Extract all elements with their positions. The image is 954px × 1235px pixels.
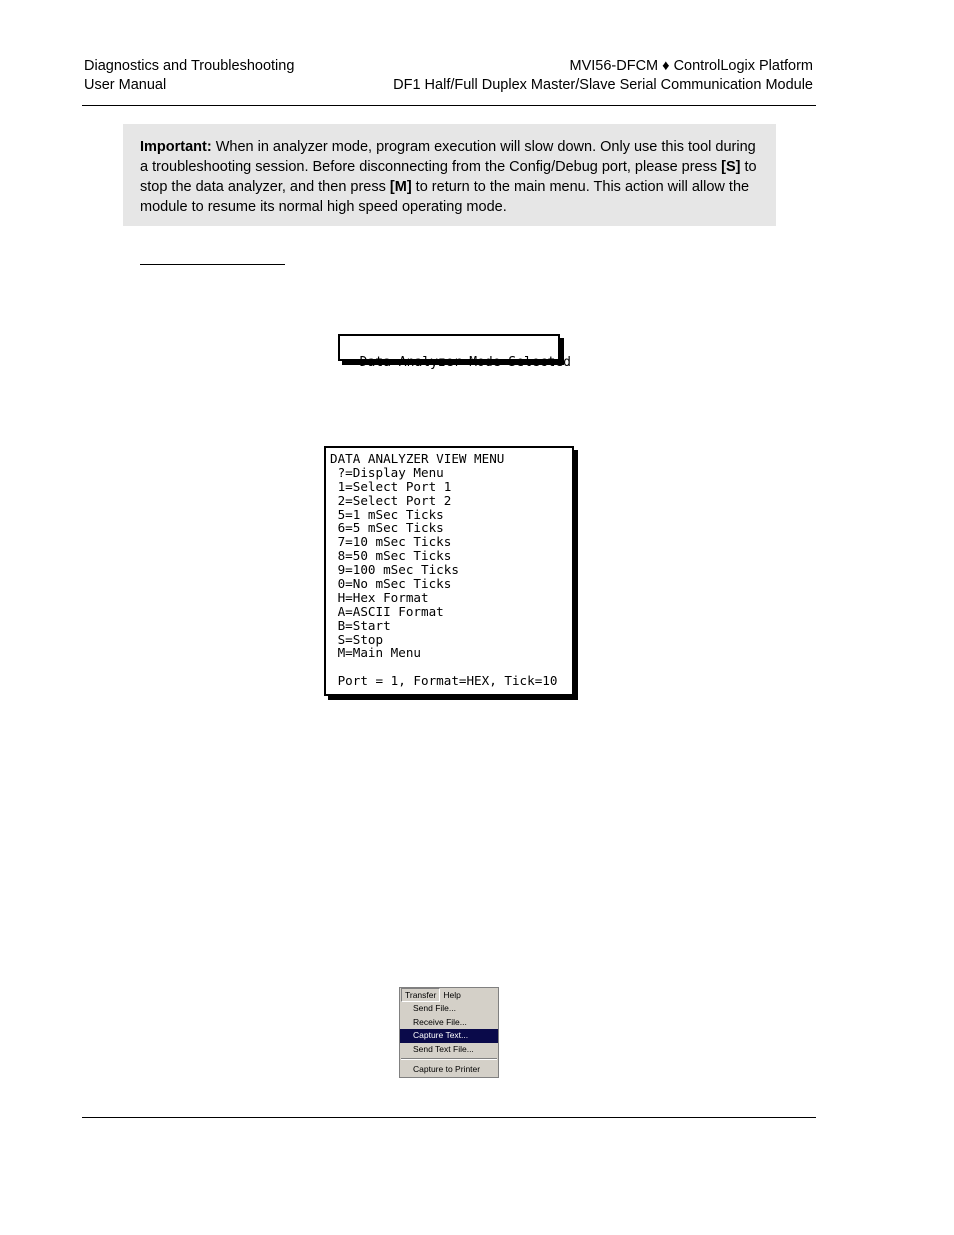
terminal-analyzer-menu-screenshot (324, 446, 574, 696)
note-text-2: to stop the data analyzer, and then press (140, 159, 757, 195)
footer-divider (82, 1117, 816, 1118)
terminal-menu-line: 7=10 mSec Ticks (330, 534, 452, 550)
terminal-menu-line: ?=Display Menu (330, 464, 444, 480)
important-note (123, 124, 776, 226)
header-doc-type: User Manual (84, 77, 167, 93)
terminal-menu-line: 0=No mSec Ticks (330, 576, 452, 592)
terminal-menu-line: 5=1 mSec Ticks (330, 506, 444, 522)
note-text-1: When in analyzer mode, program execution will slow down. Only use this tool during a troubleshooting session. Before disconnecting from the Config/Debug port, please press (140, 139, 756, 175)
terminal-menu-line: 2=Select Port 2 (330, 492, 452, 508)
hyperterminal-transfer-menu-screenshot (399, 987, 499, 1078)
header-right (393, 57, 813, 95)
note-text-3: to return to the main menu. This action will allow the module to resume its normal high speed operating mode. (140, 179, 750, 215)
header-divider (82, 105, 816, 106)
note-key-s: [S] (721, 159, 741, 175)
terminal-menu-line: 1=Select Port 1 (330, 478, 452, 494)
terminal-menu-line: A=ASCII Format (330, 603, 444, 619)
section-heading-rule (140, 264, 285, 265)
terminal-menu-line: Port = 1, Format=HEX, Tick=10 (330, 673, 558, 689)
note-key-m: [M] (389, 179, 412, 195)
transfer-dropdown (400, 1002, 498, 1077)
terminal-menu-line: DATA ANALYZER VIEW MENU (330, 451, 505, 466)
terminal-menu-line: M=Main Menu (330, 645, 421, 661)
terminal-menu-line: B=Start (330, 617, 391, 633)
menu-separator (401, 1058, 497, 1060)
menu-item-capture-to-printer[interactable]: Capture to Printer (413, 1064, 481, 1074)
terminal-mode-screenshot (338, 334, 571, 370)
note-label: Important: (140, 139, 212, 155)
terminal-menu-line: S=Stop (330, 631, 384, 647)
header-left (84, 57, 294, 95)
terminal-menu-line (330, 660, 572, 674)
menu-item-receive-file[interactable]: Receive File... (413, 1016, 467, 1027)
terminal-menu-line: 8=50 mSec Ticks (330, 548, 452, 564)
header-section-title: Diagnostics and Troubleshooting (84, 58, 295, 74)
menu-help[interactable]: Help (443, 989, 461, 1000)
menu-transfer[interactable]: Transfer (401, 988, 440, 1002)
terminal-menu-line: 9=100 mSec Ticks (330, 562, 459, 578)
terminal-menu-line: 6=5 mSec Ticks (330, 520, 444, 536)
menubar (400, 988, 498, 1001)
menu-item-capture-text[interactable]: Capture Text... (400, 1029, 498, 1043)
menu-item-send-text-file[interactable]: Send Text File... (413, 1043, 474, 1054)
menu-item-send-file[interactable]: Send File... (413, 1003, 456, 1013)
header-product: MVI56-DFCM ♦ ControlLogix Platform (569, 58, 813, 74)
terminal-mode-text: Data Analyzer Mode Selected (359, 355, 571, 370)
header-product-description: DF1 Half/Full Duplex Master/Slave Serial Communication Module (393, 77, 813, 93)
terminal-menu-line: H=Hex Format (330, 589, 429, 605)
